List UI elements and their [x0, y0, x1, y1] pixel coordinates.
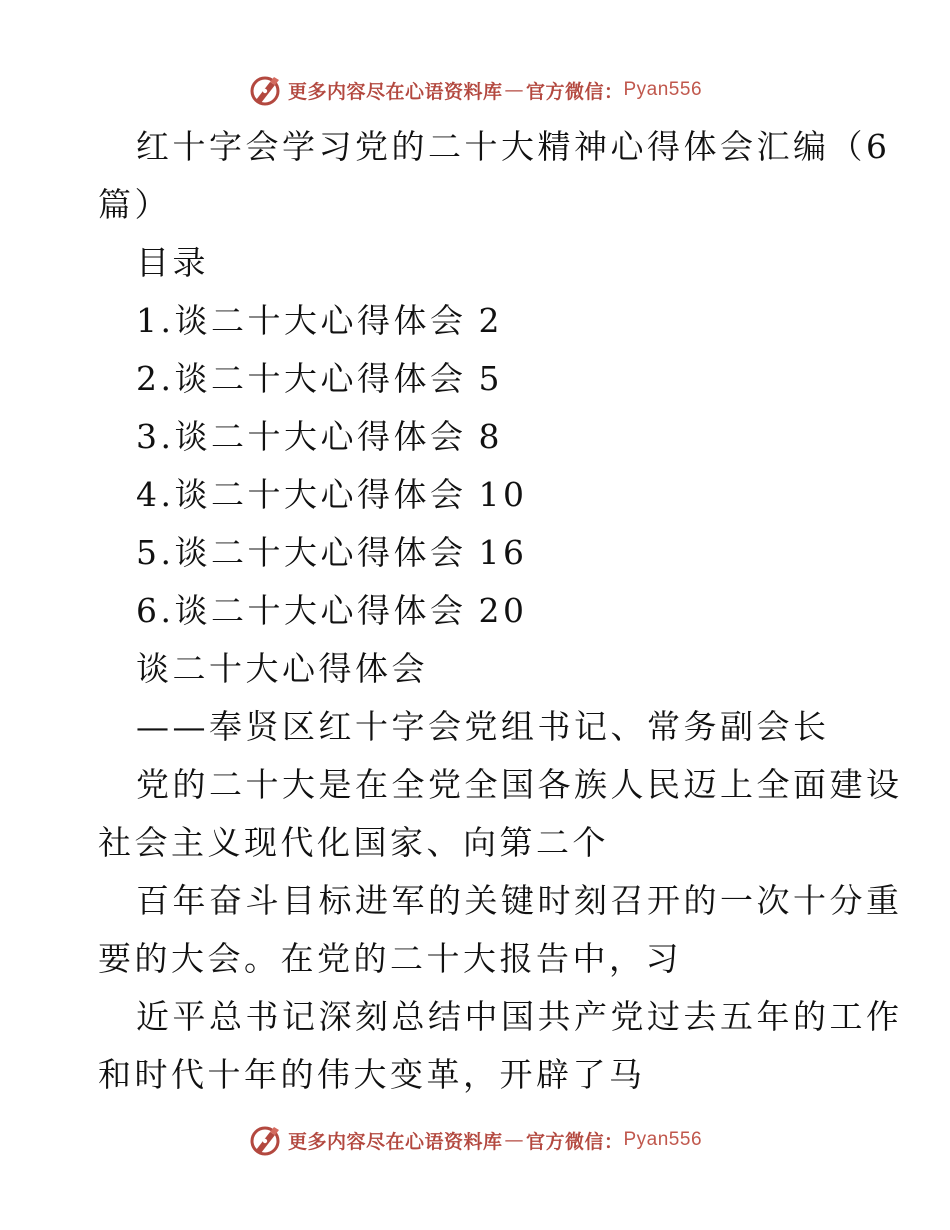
toc-item — [98, 524, 858, 582]
toc-item — [98, 350, 858, 408]
toc-item-title: 谈二十大心得体会 — [174, 533, 467, 572]
header-watermark — [0, 70, 950, 110]
toc-item-page: 8 — [478, 417, 503, 456]
watermark-wechat-label: 官方微信： — [525, 1130, 624, 1153]
body-line: 社会主义现代化国家、向第二个 — [98, 823, 609, 862]
toc-item-page: 10 — [478, 475, 528, 514]
toc-item-title: 谈二十大心得体会 — [174, 417, 467, 456]
article-title: 谈二十大心得体会 — [136, 649, 428, 688]
watermark-dash: — — [504, 1129, 524, 1151]
watermark-brand: 更多内容尽在心语资料库 — [287, 80, 503, 103]
article-author: ——奉贤区红十字会党组书记、常务副会长 — [136, 707, 830, 746]
document-body — [98, 118, 903, 1104]
pen-logo-icon — [248, 1122, 284, 1158]
toc-item-title: 谈二十大心得体会 — [174, 475, 467, 514]
watermark-wechat-label: 官方微信： — [525, 80, 624, 103]
toc-item — [98, 408, 858, 466]
watermark-wechat-id: Pyan556 — [623, 1129, 703, 1150]
watermark-dash: — — [504, 79, 524, 101]
toc-item-page: 2 — [478, 301, 503, 340]
toc-item-number: 4. — [136, 475, 175, 514]
document-title-line-2: 篇） — [98, 185, 171, 224]
toc-item-number: 5. — [136, 533, 175, 572]
toc-heading: 目录 — [136, 243, 209, 282]
toc-item-title: 谈二十大心得体会 — [174, 301, 467, 340]
toc-item-page: 20 — [478, 591, 528, 630]
watermark-wechat-id: Pyan556 — [623, 79, 703, 100]
toc-item-title: 谈二十大心得体会 — [174, 591, 467, 630]
toc-item — [98, 292, 858, 350]
body-line: 党的二十大是在全党全国各族人民迈上全面建设 — [136, 765, 903, 804]
footer-watermark — [0, 1120, 950, 1160]
toc-item — [98, 582, 858, 640]
body-line: 和时代十年的伟大变革，开辟了马 — [98, 1055, 646, 1094]
body-line: 要的大会。在党的二十大报告中，习 — [98, 939, 682, 978]
toc-item-page: 16 — [478, 533, 528, 572]
toc-item-number: 2. — [136, 359, 175, 398]
body-line: 近平总书记深刻总结中国共产党过去五年的工作 — [136, 997, 903, 1036]
toc-item-title: 谈二十大心得体会 — [174, 359, 467, 398]
watermark-brand: 更多内容尽在心语资料库 — [287, 1130, 503, 1153]
body-line: 百年奋斗目标进军的关键时刻召开的一次十分重 — [136, 881, 903, 920]
document-title-line-1: 红十字会学习党的二十大精神心得体会汇编（6 — [136, 127, 891, 166]
toc-item-number: 1. — [136, 301, 175, 340]
toc-item-page: 5 — [478, 359, 503, 398]
toc-item-number: 6. — [136, 591, 175, 630]
toc-item — [98, 466, 858, 524]
pen-logo-icon — [248, 72, 284, 108]
toc-item-number: 3. — [136, 417, 175, 456]
